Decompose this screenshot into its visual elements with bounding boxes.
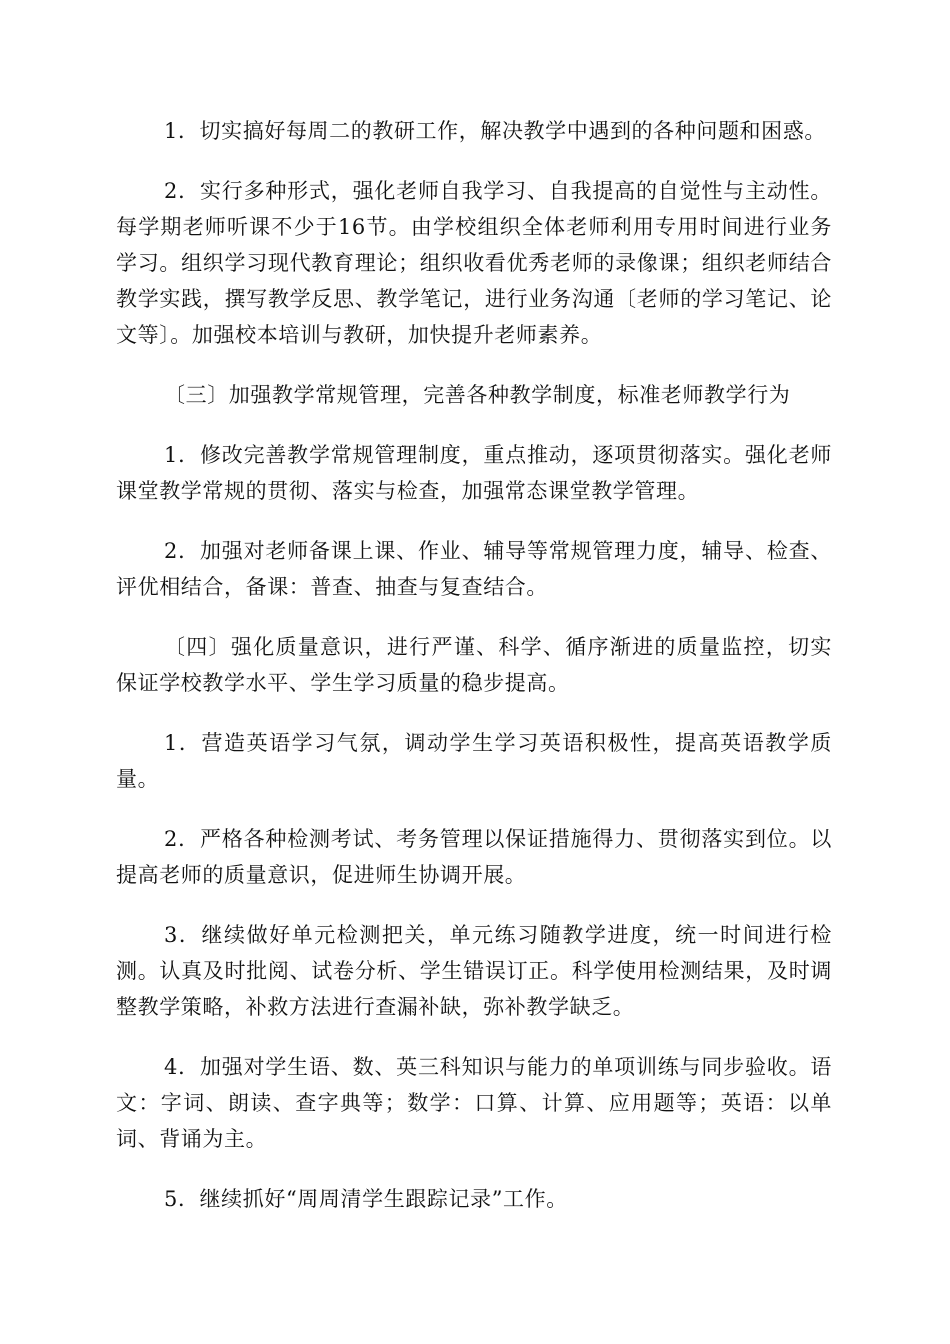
- paragraph-1: 1．切实搞好每周二的教研工作，解决教学中遇到的各种问题和困惑。: [164, 119, 826, 143]
- paragraph-2: 2．实行多种形式，强化老师自我学习、自我提高的自觉性与主动性。每学期老师听课不少于16节。由学校组织全体老师利用专用时间进行业务学习。组织学习现代教育理论；组织收看优秀老师的录像课；组织老师结合教学实践，撰写教学反思、教学笔记，进行业务沟通〔老师的学习笔记、论文等〕。加强校本培训与教研，加快提升老师素养。: [116, 179, 832, 347]
- paragraph-5: 2．加强对老师备课上课、作业、辅导等常规管理力度，辅导、检查、评优相结合，备课：普查、抽查与复查结合。: [116, 539, 832, 599]
- paragraph-7: 1．营造英语学习气氛，调动学生学习英语积极性，提高英语教学质量。: [116, 731, 832, 791]
- paragraph-8: 2．严格各种检测考试、考务管理以保证措施得力、贯彻落实到位。以提高老师的质量意识，促进师生协调开展。: [116, 827, 832, 887]
- paragraph-10: 4．加强对学生语、数、英三科知识与能力的单项训练与同步验收。语文：字词、朗读、查字典等；数学：口算、计算、应用题等；英语：以单词、背诵为主。: [116, 1055, 832, 1151]
- paragraph-4: 1．修改完善教学常规管理制度，重点推动，逐项贯彻落实。强化老师课堂教学常规的贯彻、落实与检查，加强常态课堂教学管理。: [116, 443, 832, 503]
- paragraph-9: 3．继续做好单元检测把关，单元练习随教学进度，统一时间进行检测。认真及时批阅、试卷分析、学生错误订正。科学使用检测结果，及时调整教学策略，补救方法进行查漏补缺，弥补教学缺乏。: [116, 923, 832, 1019]
- section-heading-4: 〔四〕强化质量意识，进行严谨、科学、循序渐进的质量监控，切实保证学校教学水平、学生学习质量的稳步提高。: [116, 635, 832, 695]
- document-body: [116, 113, 832, 1241]
- section-heading-3: 〔三〕加强教学常规管理，完善各种教学制度，标准老师教学行为: [164, 383, 791, 407]
- paragraph-11: 5．继续抓好“周周清学生跟踪记录”工作。: [164, 1187, 568, 1211]
